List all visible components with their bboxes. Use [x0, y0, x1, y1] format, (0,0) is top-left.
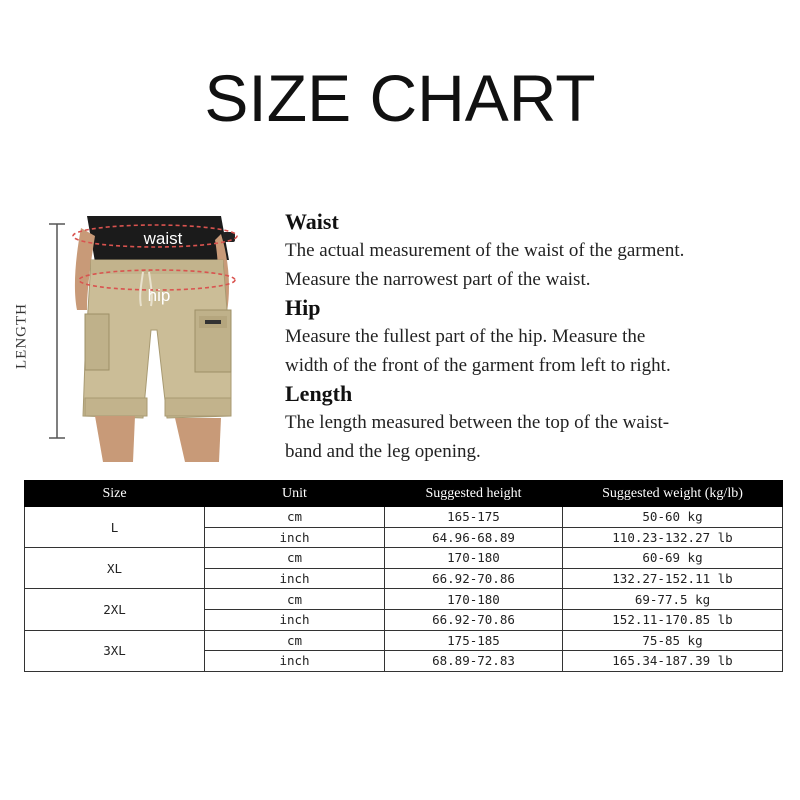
hip-line-2: width of the front of the garment from left to right.: [285, 355, 671, 376]
definitions: [285, 208, 785, 466]
height-cell: 165-175: [385, 507, 563, 528]
size-cell: 3XL: [25, 630, 205, 671]
weight-cell: 69-77.5 kg: [563, 589, 783, 610]
header-weight: Suggested weight (kg/lb): [563, 481, 783, 507]
unit-cell: inch: [205, 568, 385, 589]
hip-label: hip: [147, 286, 171, 305]
table-row: [25, 548, 783, 569]
unit-cell: cm: [205, 507, 385, 528]
page-title: SIZE CHART: [204, 61, 596, 135]
unit-cell: cm: [205, 548, 385, 569]
cargo-shorts-photo: [25, 210, 255, 470]
waist-label: waist: [143, 229, 183, 248]
length-heading: Length: [285, 381, 353, 406]
weight-cell: 152.11-170.85 lb: [563, 609, 783, 630]
size-cell: L: [25, 507, 205, 548]
hip-heading: Hip: [285, 295, 321, 320]
height-cell: 175-185: [385, 630, 563, 651]
unit-cell: inch: [205, 609, 385, 630]
weight-cell: 50-60 kg: [563, 507, 783, 528]
unit-cell: cm: [205, 589, 385, 610]
header-height: Suggested height: [385, 481, 563, 507]
height-cell: 66.92-70.86: [385, 609, 563, 630]
header-size: Size: [25, 481, 205, 507]
weight-cell: 110.23-132.27 lb: [563, 527, 783, 548]
hip-line-1: Measure the fullest part of the hip. Measure the: [285, 326, 646, 347]
cargo-pocket-left: [85, 314, 109, 370]
weight-cell: 132.27-152.11 lb: [563, 568, 783, 589]
waist-line-1: The actual measurement of the waist of the garment.: [285, 240, 685, 261]
unit-cell: inch: [205, 651, 385, 672]
table-row: [25, 630, 783, 651]
table-header-row: [25, 481, 783, 507]
unit-cell: cm: [205, 630, 385, 651]
length-line-2: band and the leg opening.: [285, 441, 481, 462]
unit-cell: inch: [205, 527, 385, 548]
length-label: LENGTH: [13, 303, 30, 369]
height-cell: 64.96-68.89: [385, 527, 563, 548]
table-row: [25, 589, 783, 610]
waistband: [91, 260, 223, 274]
weight-cell: 60-69 kg: [563, 548, 783, 569]
waist-heading: Waist: [285, 209, 339, 234]
size-table: [24, 480, 783, 672]
weight-cell: 165.34-187.39 lb: [563, 651, 783, 672]
height-cell: 170-180: [385, 589, 563, 610]
size-cell: 2XL: [25, 589, 205, 630]
table-row: [25, 507, 783, 528]
header-unit: Unit: [205, 481, 385, 507]
height-cell: 68.89-72.83: [385, 651, 563, 672]
size-cell: XL: [25, 548, 205, 589]
waist-line-2: Measure the narrowest part of the waist.: [285, 269, 591, 290]
height-cell: 170-180: [385, 548, 563, 569]
height-cell: 66.92-70.86: [385, 568, 563, 589]
weight-cell: 75-85 kg: [563, 630, 783, 651]
length-bracket: [49, 224, 65, 438]
length-line-1: The length measured between the top of the waist-: [285, 412, 670, 433]
